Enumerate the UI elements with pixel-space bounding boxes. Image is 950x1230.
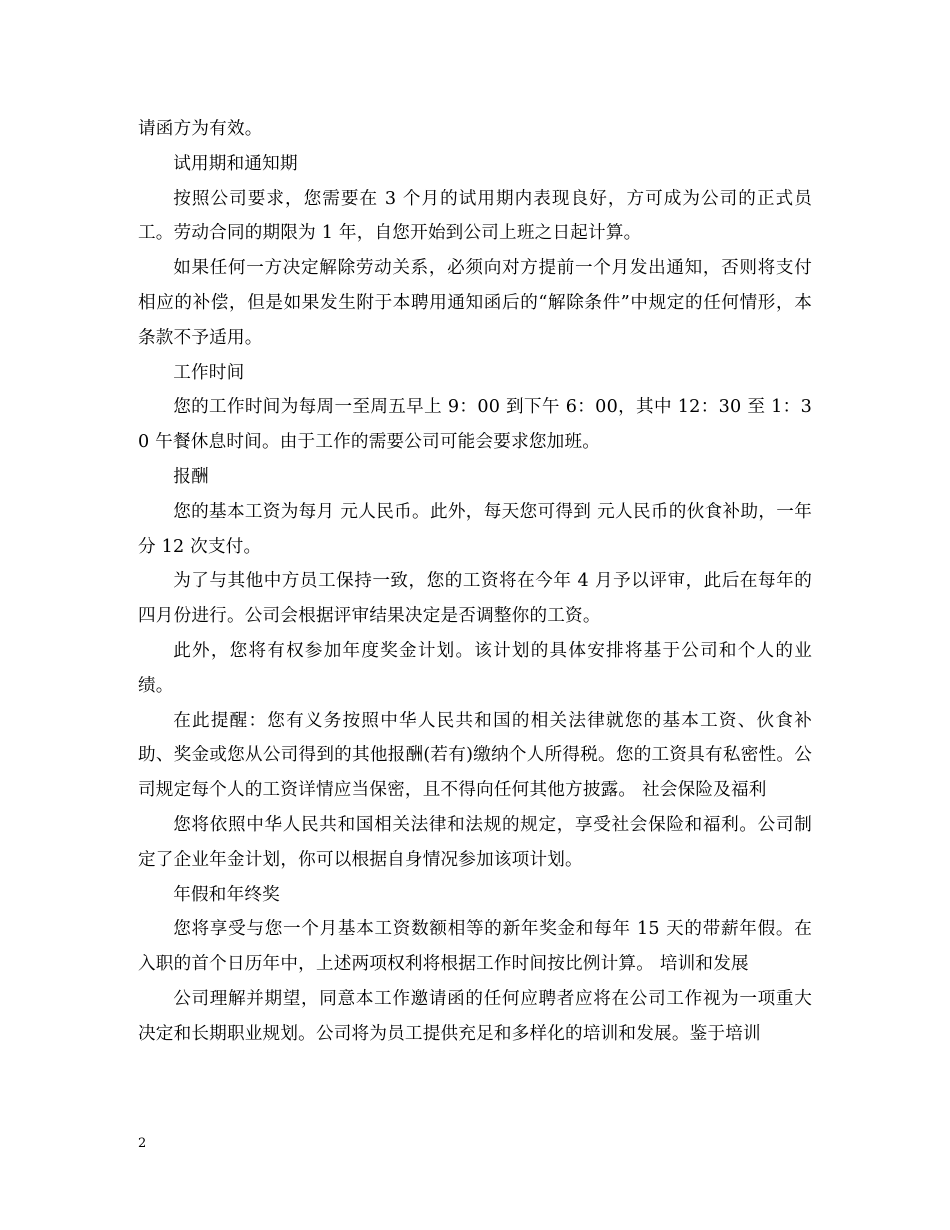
paragraph: 如果任何一方决定解除劳动关系，必须向对方提前一个月发出通知，否则将支付相应的补偿，但是如果发生附于本聘用通知函后的“解除条件”中规定的任何情形，本条款不予适用。 [138,258,812,348]
paragraph: 请函方为有效。 [138,119,263,139]
section-heading-annual-leave: 年假和年终奖 [173,884,280,905]
paragraph: 您的工作时间为每周一至周五早上 9：00 到下午 6：00，其中 12：30 至 1：30 午餐休息时间。由于工作的需要公司可能会要求您加班。 [138,397,812,453]
paragraph: 此外，您将有权参加年度奖金计划。该计划的具体安排将基于公司和个人的业绩。 [138,640,812,696]
section-heading-probation: 试用期和通知期 [173,153,298,174]
paragraph: 您的基本工资为每月 元人民币。此外，每天您可得到 元人民币的伙食补助，一年分 12 次支付。 [138,501,812,557]
paragraph: 在此提醒：您有义务按照中华人民共和国的相关法律就您的基本工资、伙食补助、奖金或您从公司得到的其他报酬(若有)缴纳个人所得税。您的工资具有私密性。公司规定每个人的工资详情应当保密，且不得向任何其他方披露。 社会保险及福利 [138,710,812,801]
paragraph: 您将依照中华人民共和国相关法律和法规的规定，享受社会保险和福利。公司制定了企业年金计划，你可以根据自身情况参加该项计划。 [138,814,812,870]
paragraph: 为了与其他中方员工保持一致，您的工资将在今年 4 月予以评审，此后在每年的四月份进行。公司会根据评审结果决定是否调整你的工资。 [138,571,812,627]
document-body [138,112,812,1052]
section-heading-working-hours: 工作时间 [173,362,245,383]
paragraph: 按照公司要求，您需要在 3 个月的试用期内表现良好，方可成为公司的正式员工。劳动合同的期限为 1 年，自您开始到公司上班之日起计算。 [138,188,812,244]
section-heading-compensation: 报酬 [173,466,209,487]
paragraph: 公司理解并期望，同意本工作邀请函的任何应聘者应将在公司工作视为一项重大决定和长期职业规划。公司将为员工提供充足和多样化的培训和发展。鉴于培训 [138,988,812,1044]
page-number: 2 [138,1136,147,1151]
paragraph: 您将享受与您一个月基本工资数额相等的新年奖金和每年 15 天的带薪年假。在入职的首个日历年中，上述两项权利将根据工作时间按比例计算。 培训和发展 [138,919,812,975]
